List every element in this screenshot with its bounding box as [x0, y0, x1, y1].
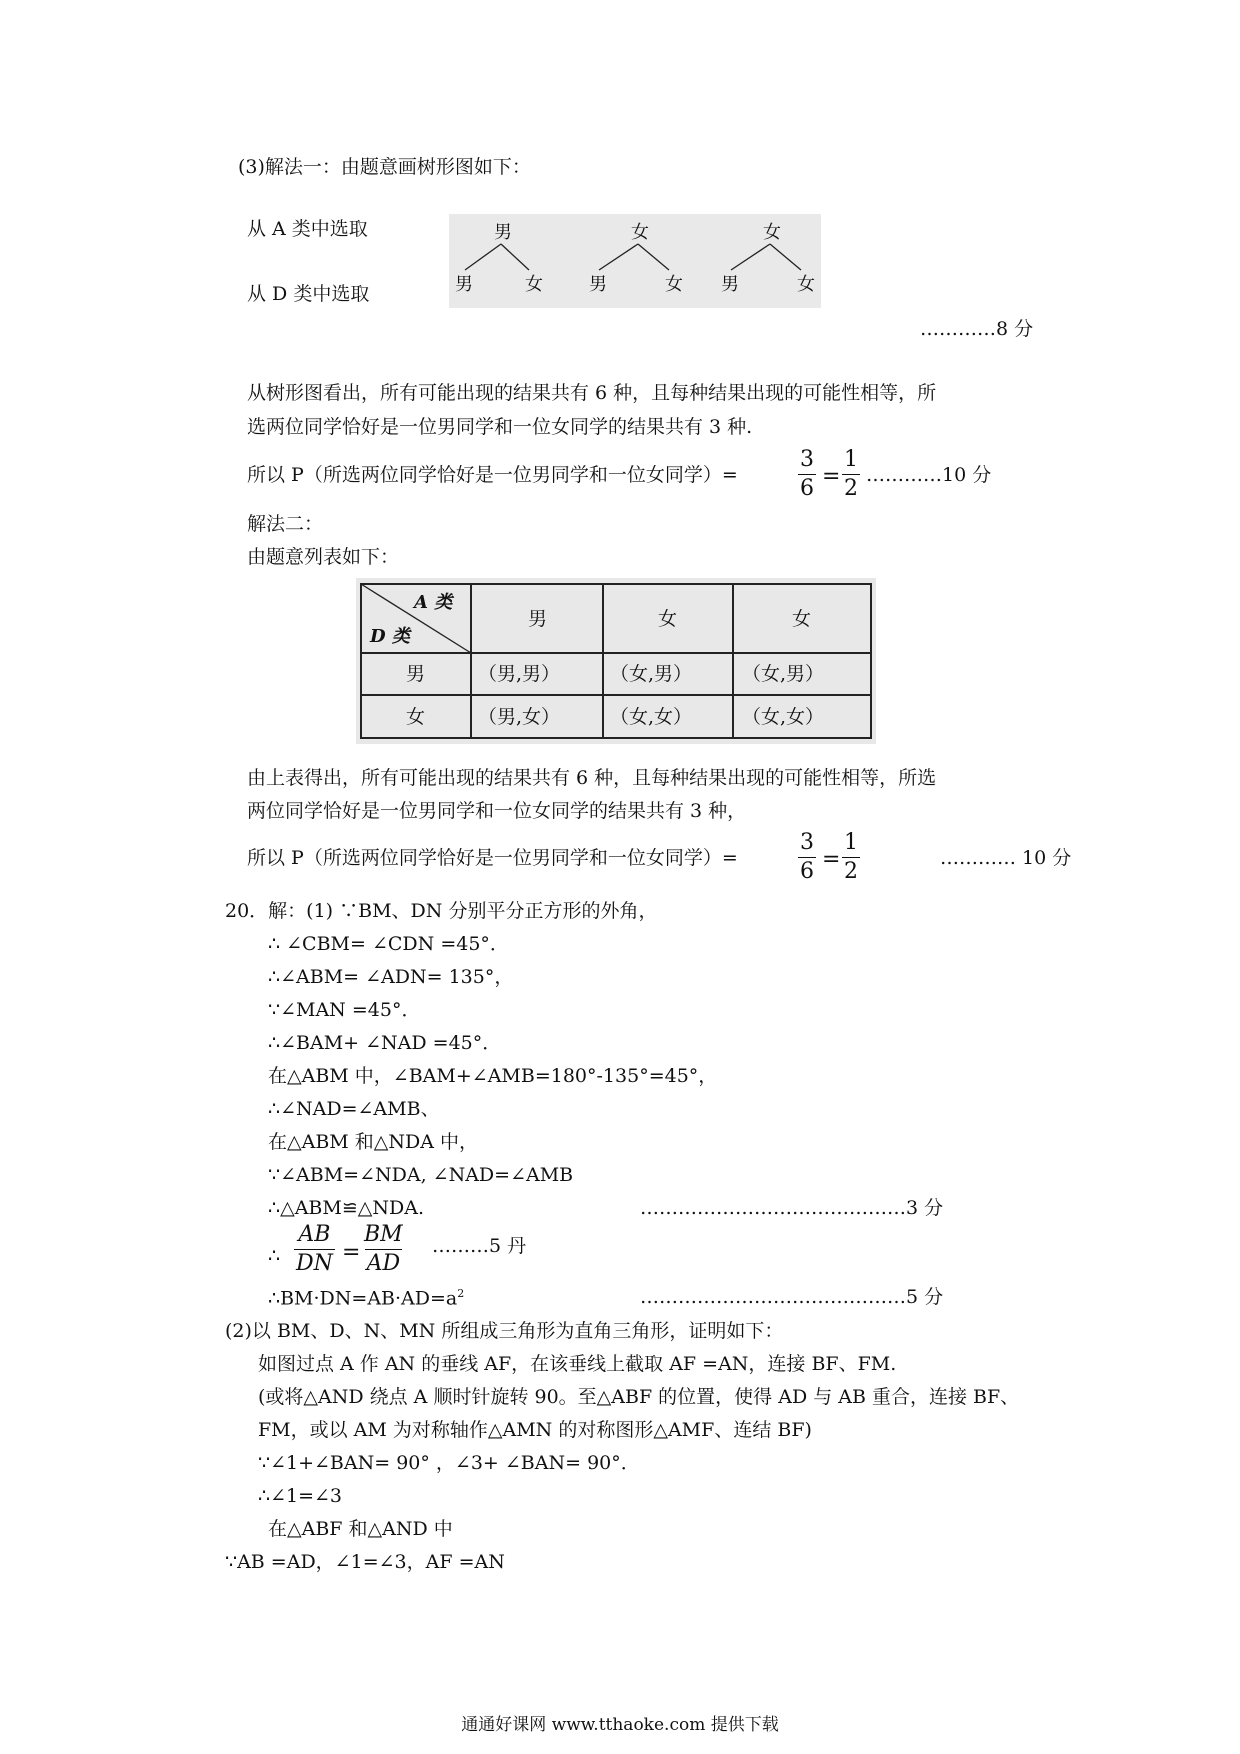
- fraction: [362, 1224, 405, 1275]
- q20-product-line: ∴BM·DN=AB·AD=a: [268, 1287, 458, 1310]
- q20-line: 在△ABM 和△NDA 中，: [268, 1131, 479, 1153]
- score-5: ……………………………………5 分: [640, 1286, 944, 1308]
- table-corner-d: D 类: [370, 626, 410, 647]
- fraction: [842, 832, 860, 883]
- fraction-numerator: BM: [364, 1222, 403, 1247]
- tree-leaf-node: 女: [525, 274, 543, 295]
- footer-credit: 通通好课网 www.tthaoke.com 提供下载: [461, 1715, 779, 1735]
- q20-line: ∴ ∠CBM= ∠CDN =45°．: [268, 933, 509, 955]
- q20-line: ∴∠BAM+ ∠NAD =45°．: [268, 1032, 502, 1054]
- q20-part2-line: ∵∠1+∠BAN= 90° ，∠3+ ∠BAN= 90°．: [258, 1452, 640, 1474]
- score-5-ratio: ………5 丹: [432, 1235, 527, 1257]
- table-cell: （女,女）: [742, 706, 825, 728]
- score-8: …………8 分: [920, 318, 1034, 340]
- probability-line: 所以 P（所选两位同学恰好是一位男同学和一位女同学）=: [247, 847, 738, 869]
- fraction-denominator: 2: [844, 859, 858, 884]
- fraction: [798, 832, 816, 883]
- q20-line: [268, 1288, 464, 1308]
- tree-leaf-node: 女: [797, 274, 815, 295]
- fraction: [842, 449, 860, 500]
- equals-sign: =: [342, 1240, 361, 1265]
- therefore-symbol: ∴: [268, 1245, 281, 1267]
- fraction-denominator: 6: [800, 859, 814, 884]
- q20-line: ∴∠ABM= ∠ADN= 135°，: [268, 966, 514, 988]
- fraction-numerator: 1: [844, 447, 858, 472]
- equals-sign: =: [822, 847, 841, 872]
- part3-heading: (3)解法一：由题意画树形图如下：: [238, 156, 531, 178]
- tree-diagram: [449, 214, 821, 308]
- score-3: ……………………………………3 分: [640, 1197, 944, 1219]
- fraction: [294, 1224, 335, 1275]
- fraction-numerator: 1: [844, 830, 858, 855]
- table-cell: （女,男）: [610, 663, 693, 685]
- q20-part2-line: (或将△AND 绕点 A 顺时针旋转 90。至△ABF 的位置，使得 AD 与 AB 重合，连接 BF、: [258, 1386, 1020, 1408]
- fraction-denominator: DN: [296, 1251, 333, 1276]
- table-row-header: 女: [406, 706, 426, 728]
- table-cell: （男,男）: [478, 663, 561, 685]
- q20-line: ∵∠MAN =45°．: [268, 999, 421, 1021]
- q20-part2-line: 如图过点 A 作 AN 的垂线 AF，在该垂线上截取 AF =AN，连接 BF、FM.: [258, 1353, 897, 1375]
- paragraph-line: 从树形图看出，所有可能出现的结果共有 6 种，且每种结果出现的可能性相等，所: [247, 382, 937, 404]
- fraction-denominator: 6: [800, 476, 814, 501]
- table-cell: （男,女）: [478, 706, 561, 728]
- tree-leaf-node: 男: [721, 274, 739, 295]
- fraction-denominator: AD: [366, 1251, 401, 1276]
- fraction-numerator: 3: [800, 447, 814, 472]
- tree-row-a-label: 从 A 类中选取: [247, 218, 368, 240]
- table-col-header: 女: [658, 608, 678, 630]
- tree-top-node: 男: [494, 222, 512, 243]
- table-row-header: 男: [406, 663, 426, 685]
- table-col-header: 男: [528, 608, 548, 630]
- fraction-numerator: AB: [298, 1222, 331, 1247]
- table-intro: 由题意列表如下：: [247, 546, 400, 568]
- q20-line: 在△ABM 中，∠BAM+∠AMB=180°-135°=45°，: [268, 1065, 718, 1087]
- q20-line: ∵∠ABM=∠NDA, ∠NAD=∠AMB: [268, 1164, 574, 1186]
- table-cell: （女,女）: [610, 706, 693, 728]
- q20-part2-line: 在△ABF 和△AND 中: [268, 1518, 453, 1540]
- paragraph-line: 选两位同学恰好是一位男同学和一位女同学的结果共有 3 种.: [247, 416, 753, 438]
- paragraph-line: 两位同学恰好是一位男同学和一位女同学的结果共有 3 种，: [247, 800, 747, 822]
- method-2-label: 解法二：: [247, 513, 324, 535]
- fraction: [798, 449, 816, 500]
- q20-line: ∴△ABM≌△NDA.: [268, 1197, 424, 1219]
- score-10: …………10 分: [866, 464, 992, 486]
- result-table: [356, 578, 876, 744]
- tree-leaf-node: 女: [665, 274, 683, 295]
- table-cell: （女,男）: [742, 663, 825, 685]
- tree-leaf-node: 男: [455, 274, 473, 295]
- table-corner-a: A 类: [414, 592, 453, 613]
- probability-line: 所以 P（所选两位同学恰好是一位男同学和一位女同学）=: [247, 464, 738, 486]
- equals-sign: =: [822, 464, 841, 489]
- q20-part2-line: ∴∠1=∠3: [258, 1485, 343, 1507]
- paragraph-line: 由上表得出，所有可能出现的结果共有 6 种，且每种结果出现的可能性相等，所选: [247, 767, 937, 789]
- exponent: 2: [457, 1287, 465, 1300]
- q20-line: 20．解：(1) ∵BM、DN 分别平分正方形的外角，: [225, 900, 658, 922]
- fraction-denominator: 2: [844, 476, 858, 501]
- q20-part2-line: ∵AB =AD，∠1=∠3，AF =AN: [225, 1551, 505, 1573]
- tree-row-d-label: 从 D 类中选取: [247, 283, 370, 305]
- score-10: ………… 10 分: [940, 847, 1072, 869]
- fraction-numerator: 3: [800, 830, 814, 855]
- tree-top-node: 女: [763, 222, 781, 243]
- q20-part2-line: (2)以 BM、D、N、MN 所组成三角形为直角三角形，证明如下：: [225, 1320, 784, 1342]
- q20-line: ∴∠NAD=∠AMB、: [268, 1098, 440, 1120]
- tree-top-node: 女: [631, 222, 649, 243]
- tree-leaf-node: 男: [589, 274, 607, 295]
- q20-part2-line: FM，或以 AM 为对称轴作△AMN 的对称图形△AMF、连结 BF): [258, 1419, 812, 1441]
- table-col-header: 女: [792, 608, 812, 630]
